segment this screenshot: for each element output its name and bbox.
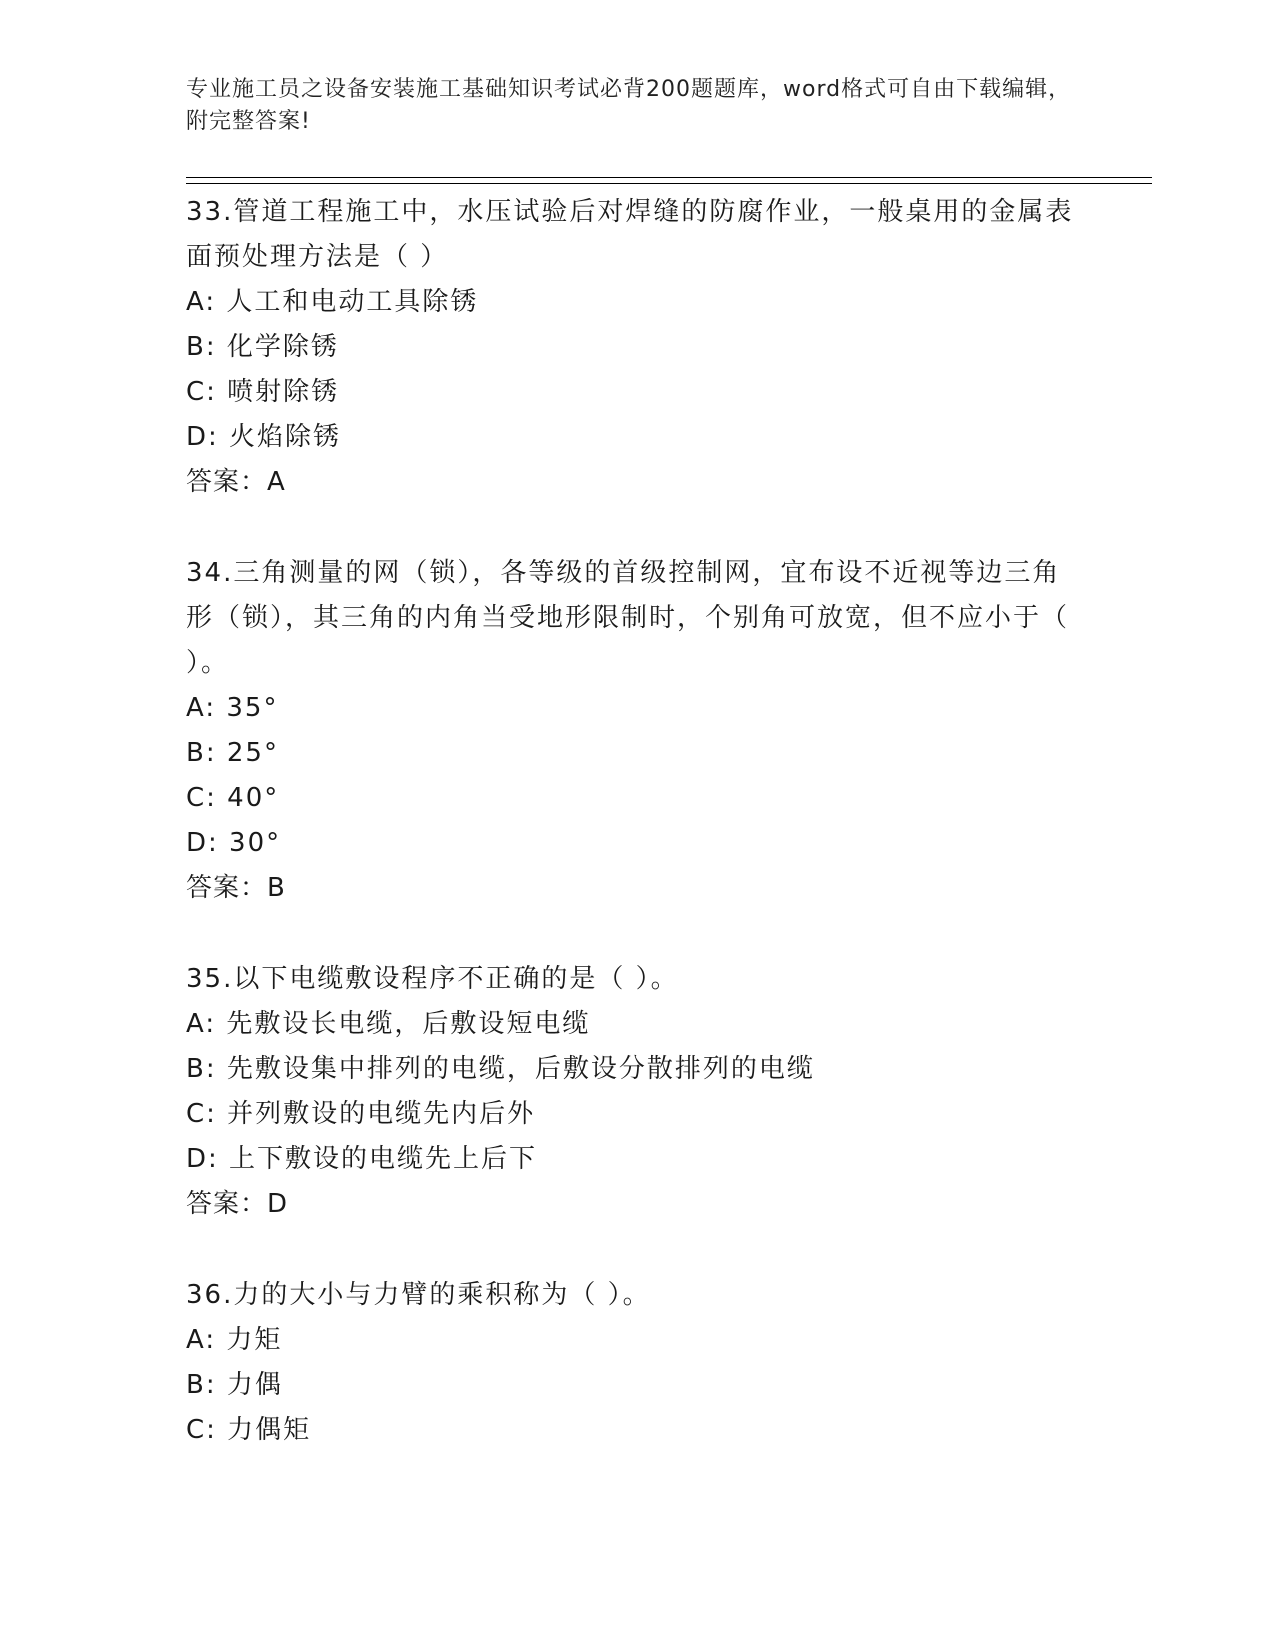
option-b: B: 化学除锈 bbox=[186, 332, 339, 362]
header-rule-bottom bbox=[186, 183, 1152, 184]
answer: 答案：A bbox=[186, 467, 286, 497]
option-d: D: 30° bbox=[186, 828, 282, 858]
question-36 bbox=[186, 1273, 1086, 1453]
option-b: B: 25° bbox=[186, 738, 279, 768]
option-a: A: 力矩 bbox=[186, 1325, 283, 1355]
option-d: D: 火焰除锈 bbox=[186, 422, 342, 452]
option-d: D: 上下敷设的电缆先上后下 bbox=[186, 1144, 538, 1174]
question-stem: 35.以下电缆敷设程序不正确的是（ ）。 bbox=[186, 964, 679, 994]
option-a: A: 先敷设长电缆，后敷设短电缆 bbox=[186, 1009, 591, 1039]
option-c: C: 喷射除锈 bbox=[186, 377, 340, 407]
option-c: C: 40° bbox=[186, 783, 280, 813]
question-34 bbox=[186, 551, 1086, 911]
header-rule-top bbox=[186, 177, 1152, 178]
option-c: C: 力偶矩 bbox=[186, 1415, 312, 1445]
option-a: A: 人工和电动工具除锈 bbox=[186, 287, 479, 317]
question-list bbox=[186, 190, 1086, 1499]
option-c: C: 并列敷设的电缆先内后外 bbox=[186, 1099, 536, 1129]
option-b: B: 先敷设集中排列的电缆，后敷设分散排列的电缆 bbox=[186, 1054, 815, 1084]
answer: 答案：D bbox=[186, 1189, 289, 1219]
question-33 bbox=[186, 190, 1086, 505]
document-header: 专业施工员之设备安装施工基础知识考试必背200题题库，word格式可自由下载编辑，附完整答案! bbox=[186, 77, 1072, 134]
question-stem: 36.力的大小与力臂的乘积称为（ ）。 bbox=[186, 1280, 651, 1310]
option-b: B: 力偶 bbox=[186, 1370, 283, 1400]
answer: 答案：B bbox=[186, 873, 286, 903]
question-35 bbox=[186, 957, 1086, 1227]
question-stem: 34.三角测量的网（锁），各等级的首级控制网，宜布设不近视等边三角形（锁），其三角的内角当受地形限制时，个别角可放宽，但不应小于（ ）。 bbox=[186, 558, 1070, 678]
option-a: A: 35° bbox=[186, 693, 279, 723]
question-stem: 33.管道工程施工中，水压试验后对焊缝的防腐作业，一般桌用的金属表面预处理方法是（ ） bbox=[186, 197, 1074, 272]
